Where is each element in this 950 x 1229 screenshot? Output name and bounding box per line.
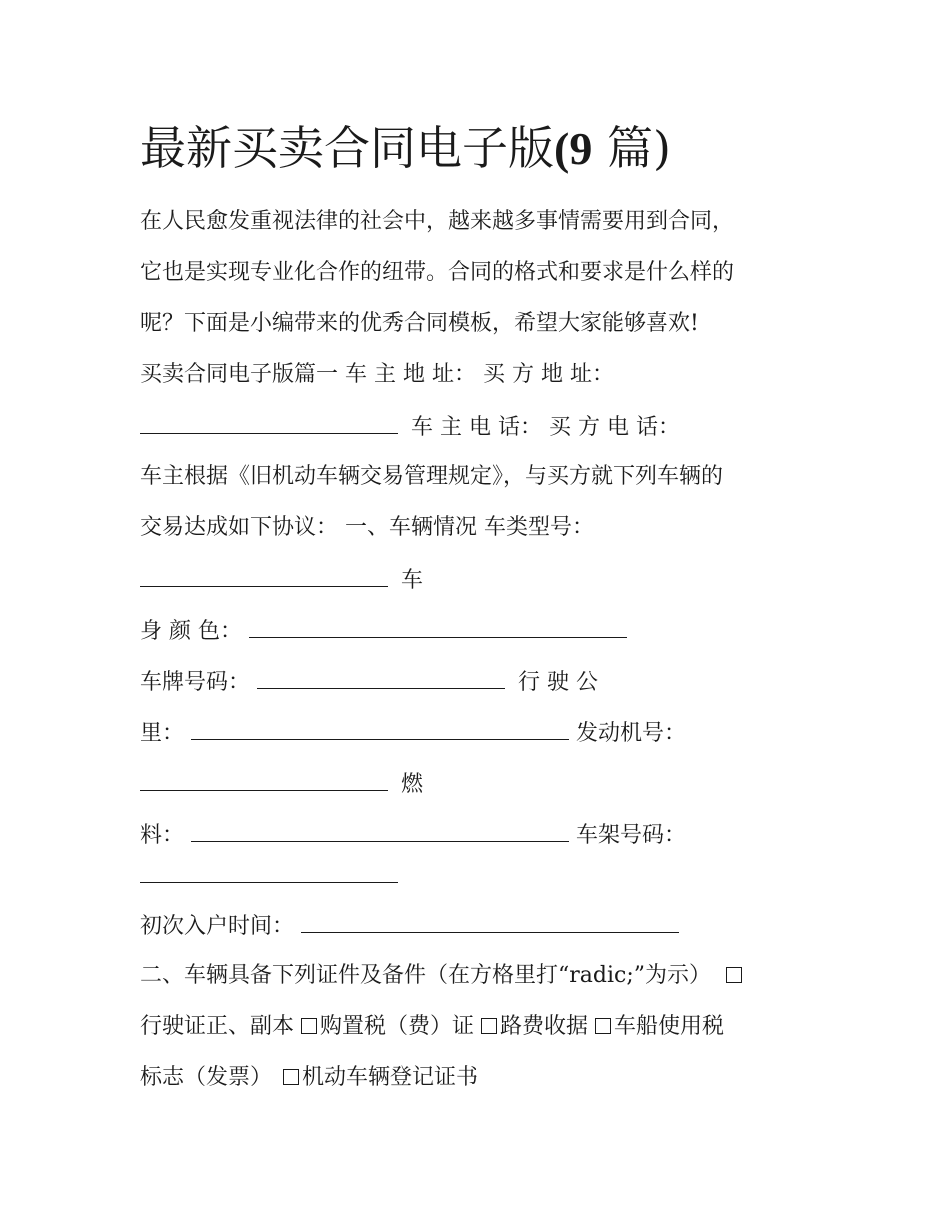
plate-blank[interactable] — [257, 666, 505, 689]
body-color-line — [140, 615, 633, 645]
first-registration-line — [140, 910, 685, 940]
engine-line — [140, 768, 423, 798]
checkbox-vehicle-tax[interactable] — [595, 1018, 611, 1034]
plate-line — [140, 666, 598, 696]
checkbox-registration-certificate[interactable] — [283, 1069, 299, 1085]
body-color-label: 身 颜 色： — [140, 619, 242, 644]
document-toll-receipt: 路费收据 — [500, 1014, 589, 1039]
body-color-blank[interactable] — [249, 615, 627, 638]
first-registration-label: 初次入户时间： — [140, 914, 295, 939]
clause2-line — [140, 961, 745, 991]
owner-phone-label: 车 主 电 话： — [411, 415, 542, 440]
agreement-text: 交易达成如下协议： — [140, 515, 339, 540]
title-number: 9 — [569, 123, 593, 174]
frame-label: 车架号码： — [576, 823, 687, 848]
documents-line-1 — [140, 1012, 724, 1042]
owner-address-label: 车 主 地 址： — [345, 362, 476, 387]
fuel-line — [140, 819, 686, 849]
documents-line-2 — [140, 1063, 478, 1093]
fuel-label: 料： — [140, 823, 185, 848]
document-registration-certificate: 机动车辆登记证书 — [302, 1065, 479, 1090]
frame-blank[interactable] — [140, 860, 398, 883]
phone-line — [140, 411, 680, 441]
vehicle-type-label: 车类型号： — [484, 515, 595, 540]
checkbox-toll-receipt[interactable] — [481, 1018, 497, 1034]
mileage-label: 里： — [140, 721, 185, 746]
clause2-text: 二、车辆具备下列证件及备件（在方格里打“radic;”为示） — [140, 963, 711, 988]
intro-line-2: 它也是实现专业化合作的纽带。合同的格式和要求是什么样的 — [140, 260, 735, 285]
intro-line-3: 呢？下面是小编带来的优秀合同模板，希望大家能够喜欢! — [140, 311, 699, 336]
body-color-prefix: 车 — [401, 568, 424, 593]
frame-line — [140, 860, 404, 890]
mileage-blank[interactable] — [191, 717, 569, 740]
fuel-blank[interactable] — [191, 819, 569, 842]
document-driving-license: 行驶证正、副本 — [140, 1014, 295, 1039]
intro-line-1: 在人民愈发重视法律的社会中，越来越多事情需要用到合同， — [140, 209, 735, 234]
engine-label: 发动机号： — [576, 721, 687, 746]
title-text: 最新买卖合同电子版 — [140, 121, 554, 175]
buyer-phone-label: 买 方 电 话： — [548, 415, 680, 440]
mileage-line — [140, 717, 686, 747]
document-vehicle-tax: 车船使用税 — [614, 1014, 725, 1039]
document-purchase-tax: 购置税（费）证 — [320, 1014, 475, 1039]
clause1-heading: 一、车辆情况 — [345, 515, 478, 540]
checkbox-purchase-tax[interactable] — [301, 1018, 317, 1034]
vehicle-type-blank[interactable] — [140, 564, 388, 587]
agreement-line-2 — [140, 513, 594, 543]
vehicle-type-line — [140, 564, 423, 594]
mileage-prefix: 行 驶 公 — [518, 670, 599, 695]
plate-label: 车牌号码： — [140, 670, 251, 695]
first-registration-blank[interactable] — [301, 910, 679, 933]
fuel-prefix: 燃 — [401, 772, 424, 797]
engine-blank[interactable] — [140, 768, 388, 791]
buyer-address-label: 买 方 地 址： — [483, 362, 614, 387]
section1-heading: 买卖合同电子版篇一 — [140, 362, 339, 387]
checkbox-driving-license[interactable] — [726, 967, 742, 983]
document-tax-mark: 标志（发票） — [140, 1065, 273, 1090]
section1-line — [140, 360, 614, 390]
document-title — [140, 116, 671, 181]
address-blank[interactable] — [140, 411, 398, 434]
agreement-line-1: 车主根据《旧机动车辆交易管理规定》，与买方就下列车辆的 — [140, 464, 724, 489]
title-paren-open: ( — [554, 123, 570, 174]
title-suffix: 篇) — [592, 121, 671, 175]
